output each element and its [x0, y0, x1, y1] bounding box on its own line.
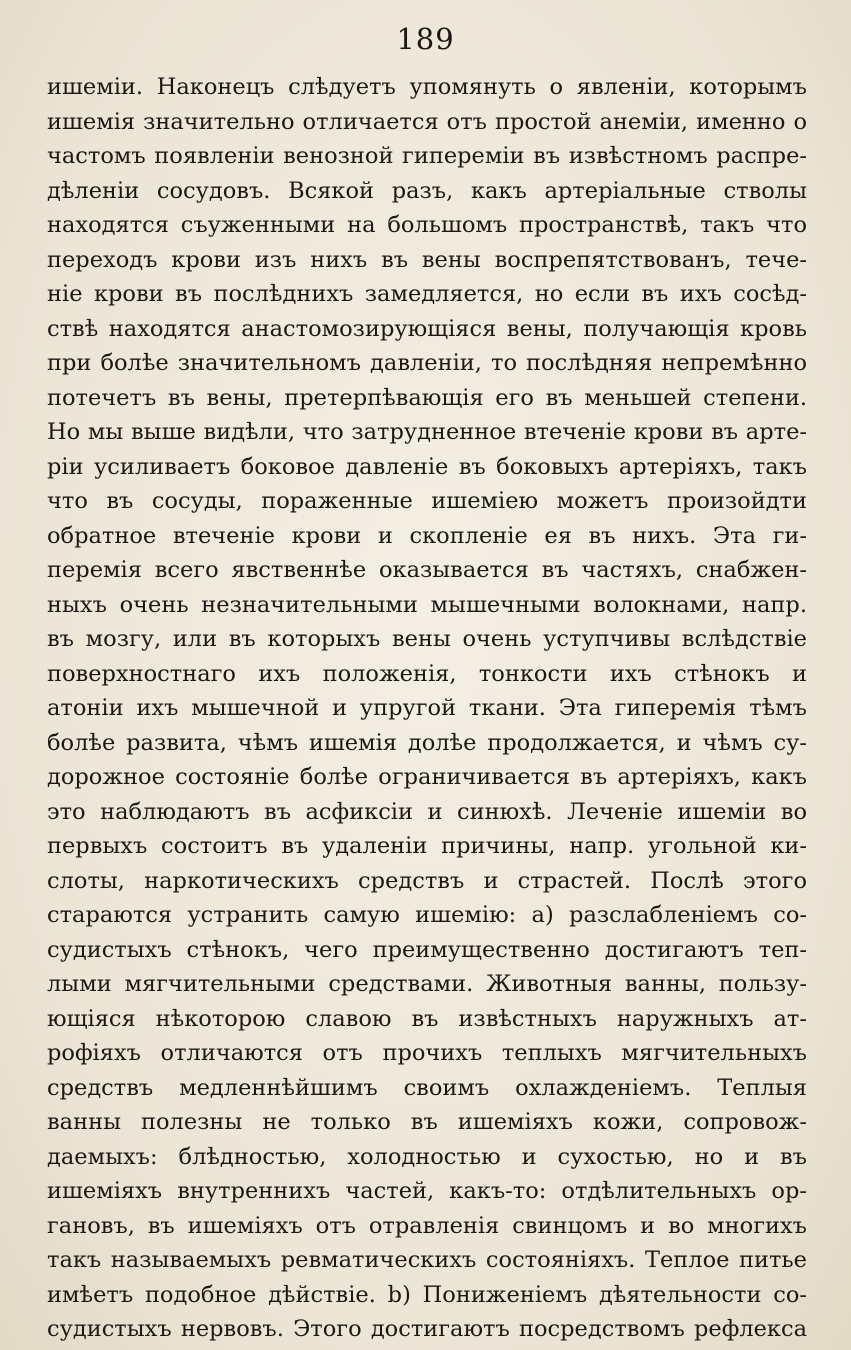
text-line: ишемія значительно отличается отъ простой анеміи, именно о	[47, 108, 807, 135]
text-line: Но мы выше видѣли, что затрудненное втеченіе крови въ арте-	[47, 419, 807, 445]
text-line: ствѣ находятся анастомозирующіяся вены, получающія кровь	[47, 315, 807, 342]
text-line: средствъ медленнѣйшимъ своимъ охлажденіемъ. Теплыя	[47, 1074, 807, 1101]
body-text	[47, 70, 807, 1347]
text-line: такъ называемыхъ ревматическихъ состояніяхъ. Теплое питье	[47, 1247, 807, 1273]
text-line: гановъ, въ ишеміяхъ отъ отравленія свинцомъ и во многихъ	[47, 1212, 807, 1239]
page-number: 189	[396, 22, 455, 56]
text-line: потечетъ въ вены, претерпѣвающія его въ меньшей степени.	[47, 384, 807, 411]
text-line: поверхностнаго ихъ положенія, тонкости ихъ стѣнокъ и	[47, 660, 807, 687]
text-line: даемыхъ: блѣдностью, холодностью и сухостью, но и въ	[47, 1143, 807, 1170]
text-line: судистыхъ нервовъ. Этого достигаютъ посредствомъ рефлекса	[47, 1316, 807, 1342]
text-line: рофіяхъ отличаются отъ прочихъ теплыхъ мягчительныхъ	[47, 1040, 807, 1066]
text-line: ющіяся нѣкоторою славою въ извѣстныхъ наружныхъ ат-	[47, 1005, 807, 1032]
text-line: перемія всего явственнѣе оказывается въ частяхъ, снабжен-	[47, 557, 807, 583]
text-line: ишеміяхъ внутреннихъ частей, какъ-то: отдѣлительныхъ ор-	[47, 1178, 807, 1204]
text-line: лыми мягчительными средствами. Животныя ванны, пользу-	[47, 971, 807, 997]
text-line: ныхъ очень незначительными мышечными волокнами, напр.	[47, 591, 807, 618]
text-line: находятся съуженными на большомъ пространствѣ, такъ что	[47, 212, 807, 238]
text-line: дорожное состояніе болѣе ограничивается въ артеріяхъ, какъ	[47, 764, 807, 790]
text-line: дѣленіи сосудовъ. Всякой разъ, какъ артеріальные стволы	[47, 177, 807, 204]
text-line: ніе крови въ послѣднихъ замедляется, но если въ ихъ сосѣд-	[47, 281, 807, 307]
text-line: въ мозгу, или въ которыхъ вены очень уступчивы вслѣдствіе	[47, 626, 807, 652]
text-line: атоніи ихъ мышечной и упругой ткани. Эта гиперемія тѣмъ	[47, 695, 807, 721]
text-line: переходъ крови изъ нихъ въ вены воспрепятствованъ, тече-	[47, 246, 807, 273]
text-line: стараются устранить самую ишемію: а) разслабленіемъ со-	[47, 902, 807, 928]
text-line: это наблюдаютъ въ асфиксіи и синюхѣ. Леченіе ишеміи во	[47, 798, 807, 825]
text-line: первыхъ состоитъ въ удаленіи причины, напр. угольной ки-	[47, 833, 807, 859]
text-line: ванны полезны не только въ ишеміяхъ кожи, сопровож-	[47, 1109, 807, 1135]
text-line: слоты, наркотическихъ средствъ и страстей. Послѣ этого	[47, 867, 807, 894]
text-line: обратное втеченіе крови и скопленіе ея въ нихъ. Эта ги-	[47, 522, 807, 549]
text-line: ишеміи. Наконецъ слѣдуетъ упомянуть о явленіи, которымъ	[47, 74, 807, 100]
text-line: болѣе развита, чѣмъ ишемія долѣе продолжается, и чѣмъ су-	[47, 729, 807, 756]
text-line: судистыхъ стѣнокъ, чего преимущественно достигаютъ теп-	[47, 936, 807, 963]
text-line: при болѣе значительномъ давленіи, то послѣдняя непремѣнно	[47, 350, 807, 376]
text-line: ріи усиливаетъ боковое давленіе въ боковыхъ артеріяхъ, такъ	[47, 453, 807, 480]
text-line: что въ сосуды, пораженные ишеміею можетъ произойдти	[47, 488, 807, 514]
text-line: частомъ появленіи венозной гипереміи въ извѣстномъ распре-	[47, 143, 807, 169]
text-line: имѣетъ подобное дѣйствіе. b) Пониженіемъ дѣятельности со-	[47, 1281, 807, 1308]
